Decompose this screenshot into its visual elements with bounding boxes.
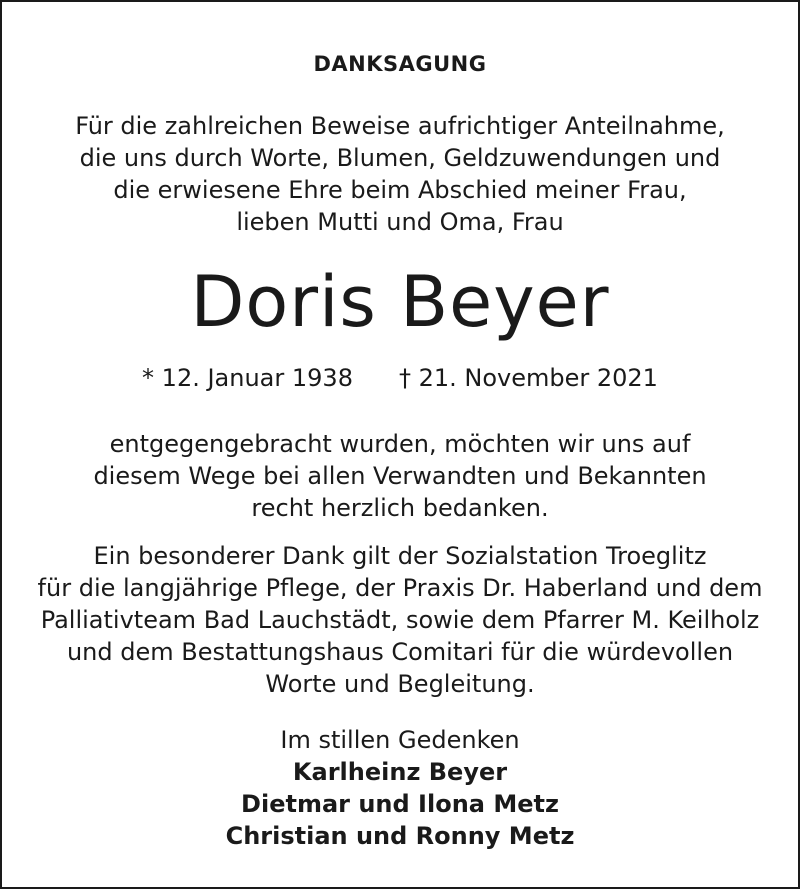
signer-name: Christian und Ronny Metz bbox=[225, 822, 575, 850]
intro-line: Für die zahlreichen Beweise aufrichtiger Anteilnahme, bbox=[75, 112, 725, 140]
thanks-line: entgegengebracht wurden, möchten wir uns auf bbox=[109, 430, 691, 458]
life-dates bbox=[2, 362, 798, 394]
special-thanks-line: Worte und Begleitung. bbox=[265, 670, 535, 698]
closing-text: Im stillen Gedenken bbox=[280, 726, 520, 754]
intro-line: die erwiesene Ehre beim Abschied meiner Frau, bbox=[113, 176, 687, 204]
special-thanks-line: Palliativteam Bad Lauchstädt, sowie dem Pfarrer M. Keilholz bbox=[40, 606, 760, 634]
deceased-name: Doris Beyer bbox=[190, 261, 610, 343]
signer-name: Karlheinz Beyer bbox=[292, 758, 508, 786]
thanks-line: diesem Wege bei allen Verwandten und Bekannten bbox=[93, 462, 707, 490]
signer-name: Dietmar und Ilona Metz bbox=[241, 790, 559, 818]
special-thanks-line: für die langjährige Pflege, der Praxis Dr. Haberland und dem bbox=[37, 574, 763, 602]
intro-line: die uns durch Worte, Blumen, Geldzuwendungen und bbox=[79, 144, 721, 172]
birth-date: * 12. Januar 1938 bbox=[142, 364, 353, 392]
special-thanks-line: Ein besonderer Dank gilt der Sozialstation Troeglitz bbox=[93, 542, 707, 570]
death-date: † 21. November 2021 bbox=[398, 364, 658, 392]
special-thanks-line: und dem Bestattungshaus Comitari für die würdevollen bbox=[66, 638, 734, 666]
heading: DANKSAGUNG bbox=[313, 52, 487, 76]
intro-line: lieben Mutti und Oma, Frau bbox=[236, 208, 564, 236]
thanks-line: recht herzlich bedanken. bbox=[251, 494, 549, 522]
